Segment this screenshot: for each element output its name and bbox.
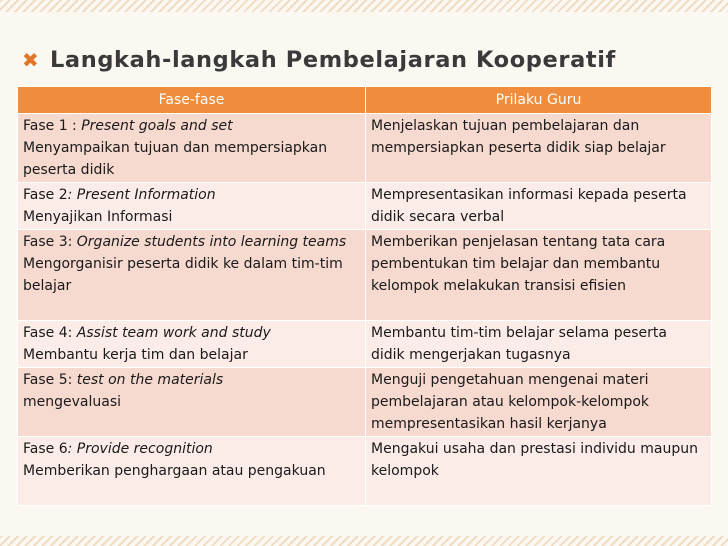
teacher-cell: Mempresentasikan informasi kepada peserta didik secara verbal (366, 183, 712, 230)
table-header-row (18, 87, 712, 114)
header-phases: Fase-fase (18, 87, 366, 114)
bottom-decor-stripes (0, 536, 728, 546)
phase-english: : Present Information (67, 187, 216, 203)
teacher-cell: Menguji pengetahuan mengenai materi pembelajaran atau kelompok-kelompok mempresentasikan hasil kerjanya (366, 368, 712, 437)
phase-number: Fase 2 (23, 187, 68, 203)
phase-number: Fase 1 : (23, 118, 82, 134)
phase-indonesian: Mengorganisir peserta didik ke dalam tim-tim belajar (23, 256, 343, 294)
teacher-cell: Mengakui usaha dan prestasi individu maupun kelompok (366, 437, 712, 506)
phase-indonesian: Menyampaikan tujuan dan mempersiapkan peserta didik (23, 140, 328, 178)
x-bullet-icon: ✖ (22, 48, 39, 72)
header-teacher-behavior: Prilaku Guru (366, 87, 712, 114)
slide-title: Langkah-langkah Pembelajaran Kooperatif (50, 47, 616, 73)
phase-english: Organize students into learning teams (76, 234, 347, 250)
phase-cell (18, 114, 366, 183)
phase-number: Fase 5: (23, 372, 77, 388)
phase-indonesian: mengevaluasi (23, 394, 122, 410)
phase-cell (18, 368, 366, 437)
phase-cell (18, 230, 366, 321)
phase-number: Fase 3: (23, 234, 77, 250)
phase-cell (18, 183, 366, 230)
table-row (18, 114, 712, 183)
phase-number: Fase 4: (23, 325, 77, 341)
table-row (18, 183, 712, 230)
phase-number: Fase 6 (23, 441, 68, 457)
teacher-cell: Menjelaskan tujuan pembelajaran dan mempersiapkan peserta didik siap belajar (366, 114, 712, 183)
phase-cell (18, 437, 366, 506)
phase-cell (18, 321, 366, 368)
teacher-cell: Memberikan penjelasan tentang tata cara pembentukan tim belajar dan membantu kelompok melakukan transisi efisien (366, 230, 712, 321)
phase-english: test on the materials (76, 372, 224, 388)
teacher-cell: Membantu tim-tim belajar selama peserta didik mengerjakan tugasnya (366, 321, 712, 368)
table-row (18, 230, 712, 321)
table-row (18, 368, 712, 437)
table-row (18, 437, 712, 506)
slide-heading (22, 40, 616, 80)
phase-indonesian: Menyajikan Informasi (23, 209, 173, 225)
phase-english: Assist team work and study (76, 325, 271, 341)
phase-english: Present goals and set (81, 118, 233, 134)
phase-indonesian: Membantu kerja tim dan belajar (23, 347, 248, 363)
phases-table (17, 86, 712, 506)
top-decor-stripes (0, 0, 728, 12)
phase-english: : Provide recognition (67, 441, 213, 457)
table-row (18, 321, 712, 368)
phase-indonesian: Memberikan penghargaan atau pengakuan (23, 463, 326, 479)
